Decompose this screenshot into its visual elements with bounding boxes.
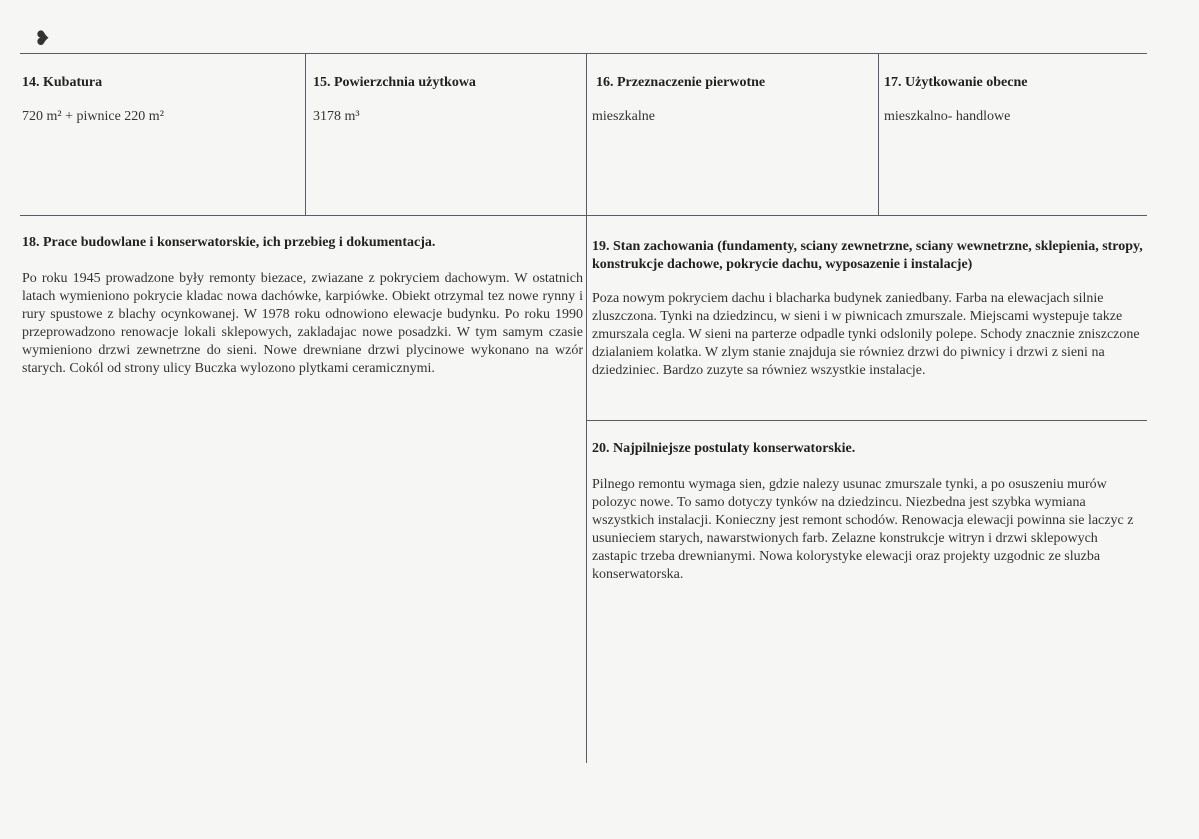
powierzchnia-label: 15. Powierzchnia użytkowa xyxy=(313,75,476,90)
top-border xyxy=(20,53,1147,54)
przeznaczenie-value: mieszkalne xyxy=(592,109,655,124)
section-19-20-divider xyxy=(586,420,1147,421)
section-19-body: Poza nowym pokryciem dachu i blacharka budynek zaniedbany. Farba na elewacjach silnie zluszczona. Tynki na dziedzincu, w sieni i w piwnicach zmurszale. Miejscami wystepuje takze zmurszala cegla. W sieni na parterze odpadle tynki odslonily polepe. Schody znacznie zniszczone dzialaniem kolatka. W zlym stanie znajduja sie równiez drzwi do piwnicy i drzwi z sieni na dziedziniec. Bardzo zuzyte sa równiez wszystkie instalacje. xyxy=(592,291,1140,378)
kubatura-value: 720 m² + piwnice 220 m² xyxy=(22,109,164,124)
col-divider-16 xyxy=(586,53,587,763)
corner-mark-icon: ❥ xyxy=(34,28,51,50)
section-20-body: Pilnego remontu wymaga sien, gdzie nalezy usunac zmurszale tynki, a po osuszeniu murów polozyc nowe. To samo dotyczy tynków na dziedzincu. Niezbedna jest szybka wymiana wszystkich instalacji. Konieczny jest remont schodów. Renowacja elewacji powinna sie laczyc z usunieciem starych, nawarstwionych farb. Zelazne konstrukcje witryn i drzwi sklepowych zastapic trzeba drewnianymi. Nowa kolorystyke elewacji oraz projekty uzgodnic ze sluzba konserwatorska. xyxy=(592,477,1134,582)
section-19-title: 19. Stan zachowania (fundamenty, sciany zewnetrzne, sciany wewnetrzne, sklepienia, stropy, konstrukcje dachowe, pokrycie dachu, wyposazenie i instalacje) xyxy=(592,239,1143,272)
section-20-title: 20. Najpilniejsze postulaty konserwatorskie xyxy=(592,441,852,456)
przeznaczenie-label: 16. Przeznaczenie pierwotne xyxy=(596,75,766,90)
row1-bottom-border xyxy=(20,215,1147,216)
col-divider-15 xyxy=(305,53,306,216)
col-divider-17 xyxy=(878,53,879,216)
uzytkowanie-label: 17. Użytkowanie obecne xyxy=(884,75,1028,90)
section-18-body: Po roku 1945 prowadzone były remonty biezace, zwiazane z pokryciem dachowym. W ostatnich latach wymieniono pokrycie kladac nowa dachówke, karpiówke. Obiekt otrzymal tez nowe rynny i rury spustowe z blachy ocynkowanej. W 1978 roku odnowiono elewacje budynku. Po roku 1990 przeprowadzono renowacje lokali sklepowych, zakladajac nowe posadzki. W tym samym czasie wymieniono drzwi zewnetrzne do sieni. Nowe drewniane drzwi plycinowe wykonano na wzór starych. Cokól od strony ulicy Buczka wylozono plytkami ceramicznymi. xyxy=(22,271,583,376)
powierzchnia-value: 3178 m³ xyxy=(313,109,360,124)
kubatura-label: 14. Kubatura xyxy=(22,75,103,90)
section-18-number: 18 xyxy=(22,235,36,250)
section-18-heading: 18. Prace budowlane i konserwatorskie, ich przebieg i dokumentacja. xyxy=(22,235,436,250)
section-20-heading: 20. Najpilniejsze postulaty konserwatorskie. xyxy=(592,441,856,456)
section-18-title: Prace budowlane i konserwatorskie, ich przebieg i dokumentacja xyxy=(43,235,432,250)
uzytkowanie-value: mieszkalno- handlowe xyxy=(884,109,1011,124)
